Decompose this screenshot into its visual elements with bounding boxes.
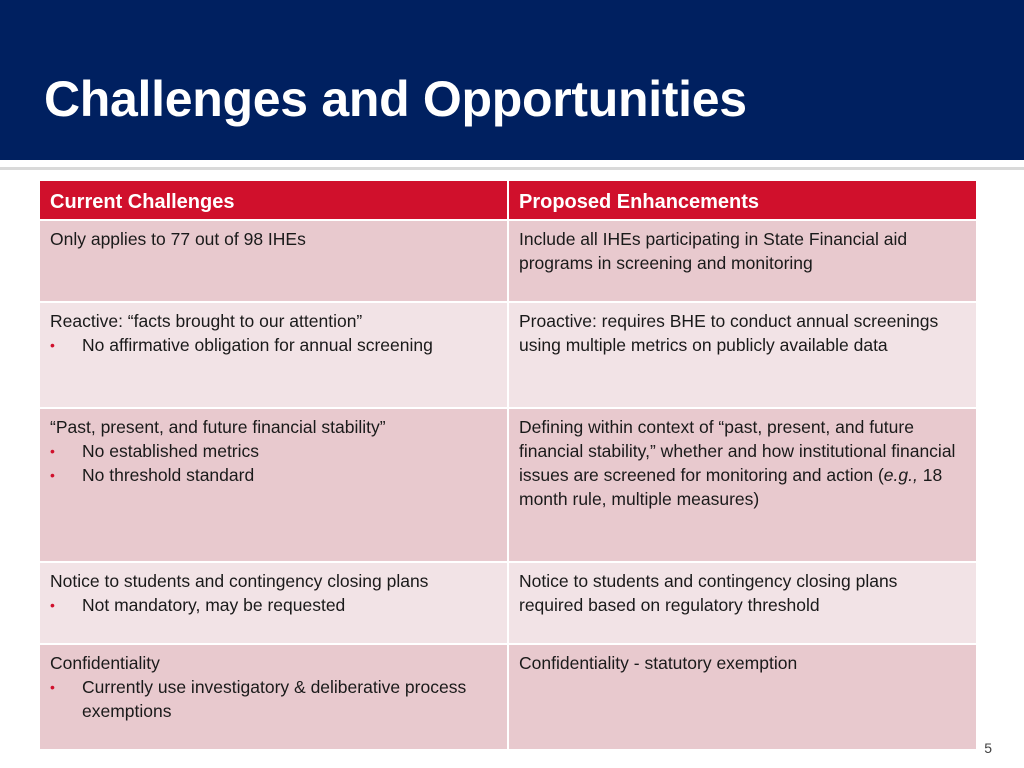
enhancement-cell [508,562,977,644]
bullet-icon: • [50,679,55,695]
enhancement-cell [508,644,977,750]
enhancement-text: Confidentiality - statutory exemption [519,653,798,673]
challenge-cell [39,644,508,750]
table-row [39,408,977,562]
page-number: 5 [984,740,992,756]
header-divider [0,160,1024,170]
challenge-text: “Past, present, and future financial stability” [50,417,386,437]
challenge-cell [39,302,508,408]
challenge-text: Confidentiality [50,653,160,673]
bullet-item: • No threshold standard [50,465,255,485]
enhancement-text: Defining within context of “past, present, and future financial stability,” whether and how institutional financial issues are screened for monitoring and action (e.g., 18 month rule, multiple measures) [519,417,956,509]
table-row [39,220,977,302]
challenge-bullets [50,593,497,617]
challenge-cell [39,220,508,302]
bullet-icon: • [50,337,55,353]
bullet-icon: • [50,443,55,459]
slide-title: Challenges and Opportunities [44,71,747,127]
bullet-icon: • [50,467,55,483]
challenge-cell [39,562,508,644]
bullet-icon: • [50,597,55,613]
challenge-text: Only applies to 77 out of 98 IHEs [50,229,306,249]
challenge-text: Notice to students and contingency closing plans [50,571,429,591]
challenge-bullets [50,333,497,357]
challenge-bullets [50,675,497,723]
challenges-table [38,179,978,751]
enhancement-cell [508,408,977,562]
challenge-text: Reactive: “facts brought to our attention” [50,311,363,331]
bullet-item: • Currently use investigatory & deliberative process exemptions [50,677,467,721]
enhancement-cell [508,302,977,408]
bullet-item: • No established metrics [50,441,260,461]
challenge-cell [39,408,508,562]
emphasis-eg: e.g., [883,465,918,485]
table-header-row [39,180,977,220]
column-header-proposed-enhancements: Proposed Enhancements [508,180,977,220]
bullet-item: • No affirmative obligation for annual screening [50,335,433,355]
challenge-bullets [50,439,497,487]
enhancement-text: Notice to students and contingency closing plans required based on regulatory threshold [519,571,898,615]
title-banner [0,0,1024,160]
table-row [39,562,977,644]
bullet-item: • Not mandatory, may be requested [50,595,346,615]
table-row [39,644,977,750]
enhancement-cell [508,220,977,302]
enhancement-text: Proactive: requires BHE to conduct annual screenings using multiple metrics on publicly available data [519,311,939,355]
table-row [39,302,977,408]
enhancement-text: Include all IHEs participating in State Financial aid programs in screening and monitoring [519,229,908,273]
column-header-current-challenges: Current Challenges [39,180,508,220]
